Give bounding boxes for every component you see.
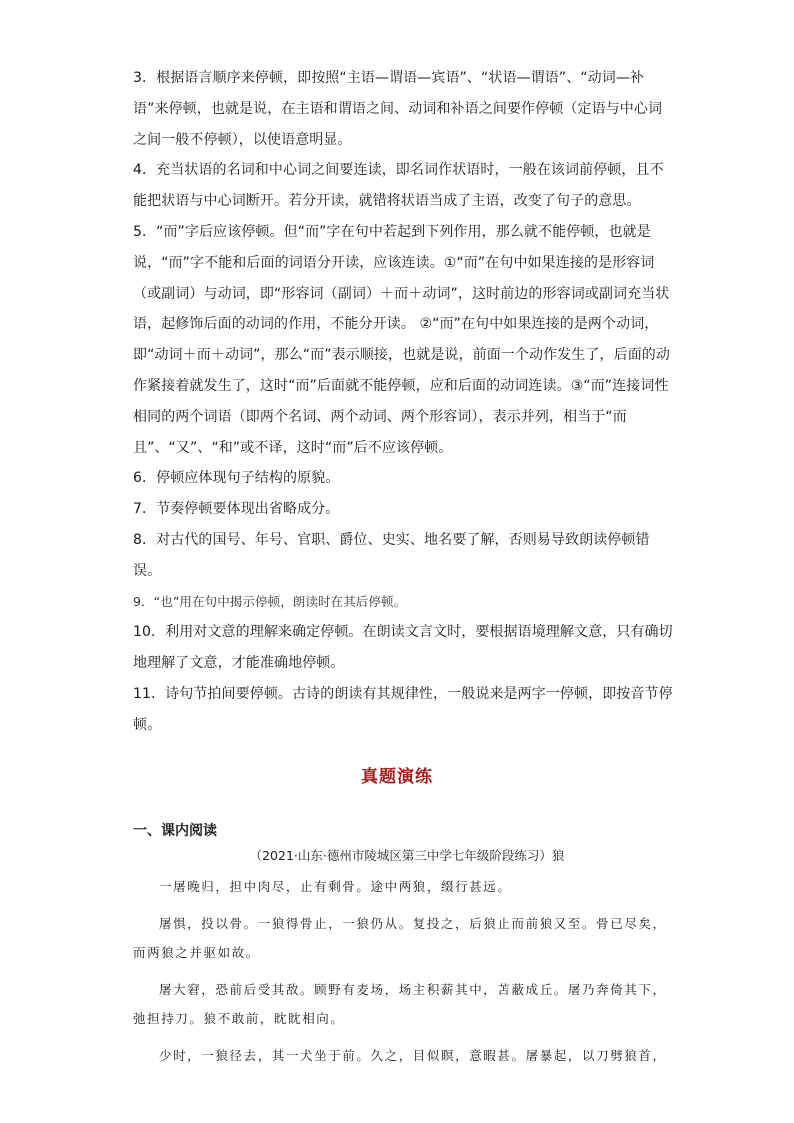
- rule-5: 5．“而”字后应该停顿。但“而”字在句中若起到下列作用，那么就不能停顿，也就是说，“而”字不能和后面的词语分开读，应该连读。①“而”在句中如果连接的是形容词（或副词）与动词，即“形容词（副词）＋而＋动词”，这时前边的形容词或副词充当状语，起修饰后面的动词的作用，不能分开读。 ②“而”在句中如果连接的是两个动词，即“动词＋而＋动词”，那么“而”表示顺接，也就是说，前面一个动作发生了，后面的动作紧接着就发生了，这时“而”后面就不能停顿，应和后面的动词连读。③“而”连接词性相同的两个词语（即两个名词、两个动词、两个形容词），表示并列，相当于“而且”、“又”、“和”或不译，这时“而”后不应该停顿。: [133, 223, 671, 456]
- section-heading: 真题演练: [361, 767, 433, 787]
- rule-8: 8．对古代的国号、年号、官职、爵位、史实、地名要了解，否则易导致朗读停顿错误。: [133, 531, 650, 579]
- passage-paragraph-2: 屠惧，投以骨。一狼得骨止，一狼仍从。复投之，后狼止而前狼又至。骨已尽矣，而两狼之并驱如故。: [133, 916, 667, 960]
- rule-4: 4．充当状语的名词和中心词之间要连读，即名词作状语时，一般在该词前停顿，且不能把状语与中心词断开。若分开读，就错将状语当成了主语，改变了句子的意思。: [133, 162, 664, 210]
- reading-pause-rules: [133, 63, 673, 741]
- rule-9: 9．“也”用在句中揭示停顿，朗读时在其后停顿。: [133, 593, 407, 609]
- rule-6: 6．停顿应体现句子结构的原貌。: [133, 470, 340, 487]
- passage-paragraph-4: 少时，一狼径去，其一犬坐于前。久之，目似瞑，意暇甚。屠暴起，以刀劈狼首，: [159, 1048, 667, 1063]
- passage-paragraph-1: 一屠晚归，担中肉尽，止有剩骨。途中两狼，缀行甚远。: [159, 879, 512, 894]
- passage-paragraph-3: 屠大窘，恐前后受其敌。顾野有麦场，场主积薪其中，苫蔽成丘。屠乃奔倚其下，弛担持刀。狼不敢前，眈眈相向。: [133, 982, 667, 1026]
- passage-source: （2021·山东·德州市陵城区第三中学七年级阶段练习）狼: [249, 848, 565, 863]
- classical-passage: [133, 872, 673, 1078]
- rule-7: 7．节奏停顿要体现出省略成分。: [133, 501, 340, 518]
- rule-11: 11．诗句节拍间要停顿。古诗的朗读有其规律性，一般说来是两字一停顿，即按音节停顿。: [133, 685, 673, 733]
- subsection-title: 一、课内阅读: [133, 823, 217, 839]
- rule-3: 3．根据语言顺序来停顿，即按照“主语—谓语—宾语”、“状语—谓语”、“动词—补语”来停顿，也就是说，在主语和谓语之间、动词和补语之间要作停顿（定语与中心词之间一般不停顿），以使语意明显。: [133, 70, 663, 148]
- rule-10: 10．利用对文意的理解来确定停顿。在朗读文言文时，要根据语境理解文意，只有确切地理解了文意，才能准确地停顿。: [133, 624, 673, 672]
